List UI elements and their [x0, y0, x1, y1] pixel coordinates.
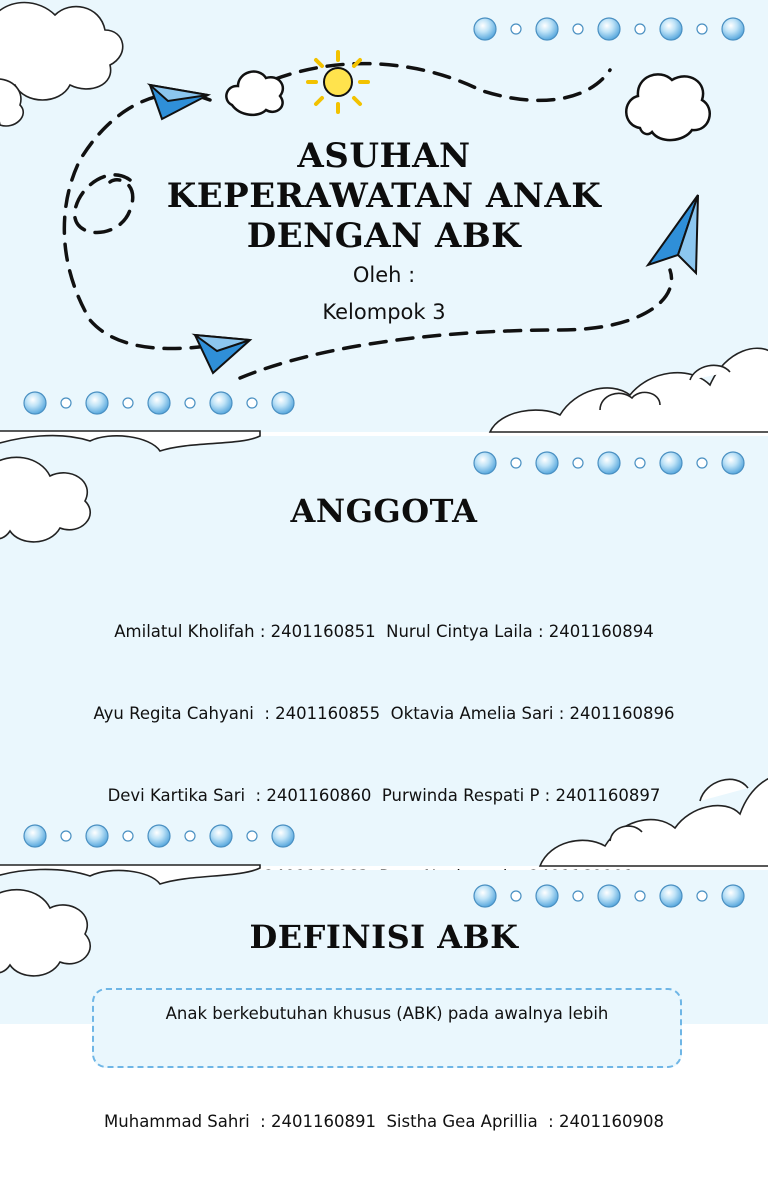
list-item: Amilatul Kholifah : 2401160851 Nurul Cintya Laila : 2401160894	[114, 622, 654, 642]
title-line: KEPERAWATAN ANAK	[166, 176, 602, 216]
bubble-row	[474, 18, 744, 40]
definition-box	[92, 988, 682, 1068]
definition-text: Anak berkebutuhan khusus (ABK) pada awalnya lebih	[165, 1004, 609, 1023]
bubble-row	[24, 392, 294, 414]
sun-icon	[308, 52, 368, 112]
bubble-row	[474, 885, 744, 907]
paper-plane-icon	[150, 85, 208, 119]
cloud-top-left	[0, 3, 123, 126]
by-label: Oleh :	[352, 263, 416, 287]
list-item: Devi Kartika Sari : 2401160860 Purwinda Respati P : 2401160897	[107, 785, 661, 805]
presentation-title	[0, 136, 768, 256]
title-line: DENGAN ABK	[246, 216, 522, 256]
cloud-icon	[226, 72, 283, 115]
group-name: Kelompok 3	[322, 300, 446, 324]
cloud-icon	[626, 74, 709, 140]
bubble-row	[474, 452, 744, 474]
title-slide	[0, 0, 768, 432]
paper-plane-icon	[195, 335, 250, 373]
title-line: ASUHAN	[297, 136, 471, 176]
members-heading: ANGGOTA	[290, 492, 478, 530]
list-item: Muhammad Sahri : 2401160891 Sistha Gea Aprillia : 2401160908	[104, 1112, 664, 1132]
cloud-bottom-right	[490, 348, 768, 432]
definition-heading: DEFINISI ABK	[249, 918, 519, 956]
list-item: Ayu Regita Cahyani : 2401160855 Oktavia Amelia Sari : 2401160896	[93, 704, 675, 724]
definition-slide	[0, 870, 768, 1024]
